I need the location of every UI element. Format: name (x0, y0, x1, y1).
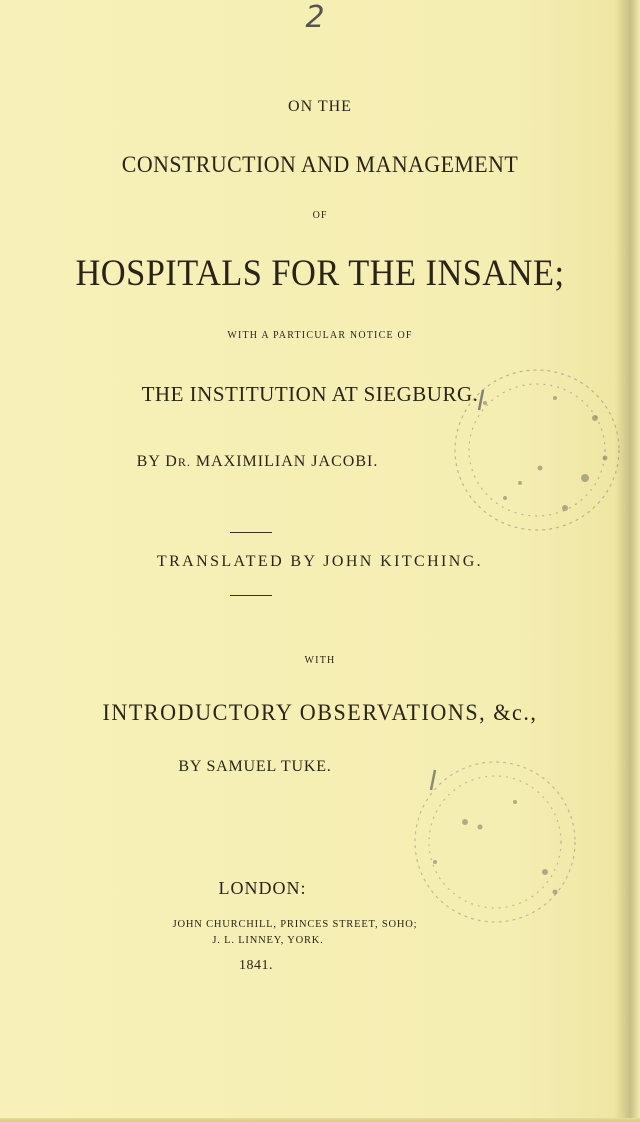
heading-of: OF (312, 210, 328, 221)
heading-with: WITH (304, 655, 336, 666)
author-line: BY DR. MAXIMILIAN JACOBI. (136, 453, 379, 470)
library-stamp-icon (405, 752, 585, 932)
translator-line: TRANSLATED BY JOHN KITCHING. (156, 553, 484, 570)
imprint-publisher: JOHN CHURCHILL, PRINCES STREET, SOHO; (172, 919, 418, 930)
heading-on-the: ON THE (288, 98, 352, 115)
heading-construction: CONSTRUCTION AND MANAGEMENT (121, 152, 519, 177)
main-title: HOSPITALS FOR THE INSANE; (75, 253, 565, 294)
divider-rule (230, 595, 272, 596)
divider-rule (230, 532, 272, 533)
imprint-publisher-york: J. L. LINNEY, YORK. (212, 935, 324, 946)
imprint-year: 1841. (239, 958, 273, 973)
introductory-line: INTRODUCTORY OBSERVATIONS, &c., (102, 700, 538, 725)
intro-author-line: BY SAMUEL TUKE. (178, 758, 332, 775)
library-stamp-icon (445, 358, 630, 543)
imprint-city: LONDON: (218, 878, 307, 898)
page-bottom-edge (0, 1118, 640, 1122)
subtitle-with-notice: WITH A PARTICULAR NOTICE OF (227, 330, 413, 341)
pencil-mark: 2 (305, 0, 325, 35)
subtitle-institution: THE INSTITUTION AT SIEGBURG. (141, 382, 479, 406)
